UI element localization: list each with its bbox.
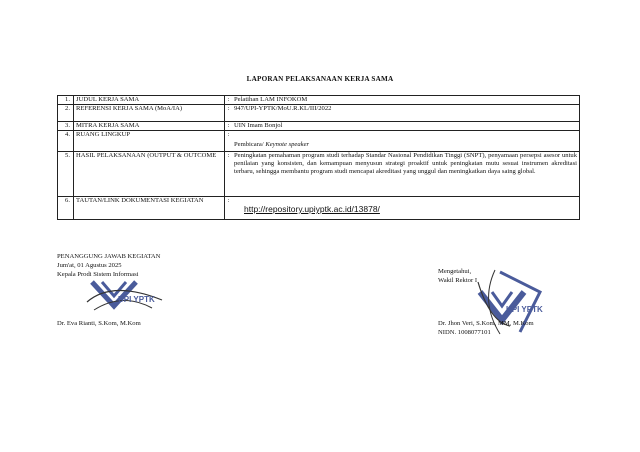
report-table	[57, 95, 580, 220]
table-row: 3. MITRA KERJA SAMA : UIN Imam Bonjol	[58, 122, 580, 131]
document-title: LAPORAN PELAKSANAAN KERJA SAMA	[246, 75, 394, 83]
row-number: 2.	[58, 105, 74, 122]
row-value: Pelatihan LAM INFOKOM	[232, 96, 580, 105]
row-number: 5.	[58, 152, 74, 197]
left-stamp-text: UPI YPTK	[118, 295, 155, 304]
right-sig-nidn: NIDN. 1008077101	[438, 329, 491, 336]
row-value: 947/UPI-YPTK/MoU.R.KL/III/2022	[232, 105, 580, 122]
left-sig-date: Jum'at, 01 Agustus 2025	[57, 262, 122, 269]
documentation-link[interactable]: http://repository.upiyptk.ac.id/13878/	[244, 204, 380, 214]
table-row: 6. TAUTAN/LINK DOKUMENTASI KEGIATAN : http://repository.upiyptk.ac.id/13878/	[58, 197, 580, 220]
row-number: 1.	[58, 96, 74, 105]
table-row: 2. REFERENSI KERJA SAMA (MoA/IA) : 947/UPI-YPTK/MoU.R.KL/III/2022	[58, 105, 580, 122]
left-sig-name: Dr. Eva Rianti, S.Kom, M.Kom	[57, 320, 141, 327]
right-sig-name-block	[438, 319, 534, 337]
row-value: Peningkatan pemahaman program studi terhadap Standar Nasional Pendidikan Tinggi (SNPT), penyamaan persepsi asesor untuk penilaian yang konsisten, dan kemampuan menyusun strategi proaktif untuk peningkatan mutu sesuai instrumen akreditasi terbaru, sehingga membantu program studi mencapai akreditasi yang unggul dan meningkatkan daya saing global.	[232, 152, 580, 197]
row-number: 6.	[58, 197, 74, 220]
right-sig-heading: Mengetahui,	[438, 268, 472, 275]
row-value-scope: Pembicara/ Keynote speaker	[234, 141, 310, 148]
row-value: UIN Imam Bonjol	[232, 122, 580, 131]
table-row: 1. JUDUL KERJA SAMA : Pelatihan LAM INFOKOM	[58, 96, 580, 105]
table-row: 4. RUANG LINGKUP : Pembicara/ Keynote speaker	[58, 131, 580, 152]
left-sig-heading: PENANGGUNG JAWAB KEGIATAN	[57, 253, 161, 260]
row-label: JUDUL KERJA SAMA	[74, 96, 225, 105]
table-row: 5. HASIL PELAKSANAAN (OUTPUT & OUTCOME : Peningkatan pemahaman program studi terhadap Standar Nasional Pendidikan Tinggi (SNPT), penyamaan persepsi asesor untuk penilaian yang konsisten, dan kemampuan menyusun strategi proaktif untuk peningkatan mutu sesuai instrumen akreditasi terbaru, sehingga membantu program studi mencapai akreditasi yang unggul dan meningkatkan daya saing global.	[58, 152, 580, 197]
right-sig-position: Wakil Rektor I	[438, 277, 478, 284]
right-stamp-text: UPI YPTK	[506, 305, 543, 314]
row-label: MITRA KERJA SAMA	[74, 122, 225, 131]
row-number: 4.	[58, 131, 74, 152]
row-number: 3.	[58, 122, 74, 131]
right-sig-name: Dr. Jhon Veri, S.Kom, MM, M.Kom	[438, 320, 534, 327]
row-label: RUANG LINGKUP	[74, 131, 225, 152]
left-stamp-logo	[82, 272, 172, 320]
row-label: REFERENSI KERJA SAMA (MoA/IA)	[74, 105, 225, 122]
row-label: TAUTAN/LINK DOKUMENTASI KEGIATAN	[74, 197, 225, 220]
left-sig-position: Kepala Prodi Sistem Informasi	[57, 271, 139, 278]
row-label: HASIL PELAKSANAAN (OUTPUT & OUTCOME	[74, 152, 225, 197]
